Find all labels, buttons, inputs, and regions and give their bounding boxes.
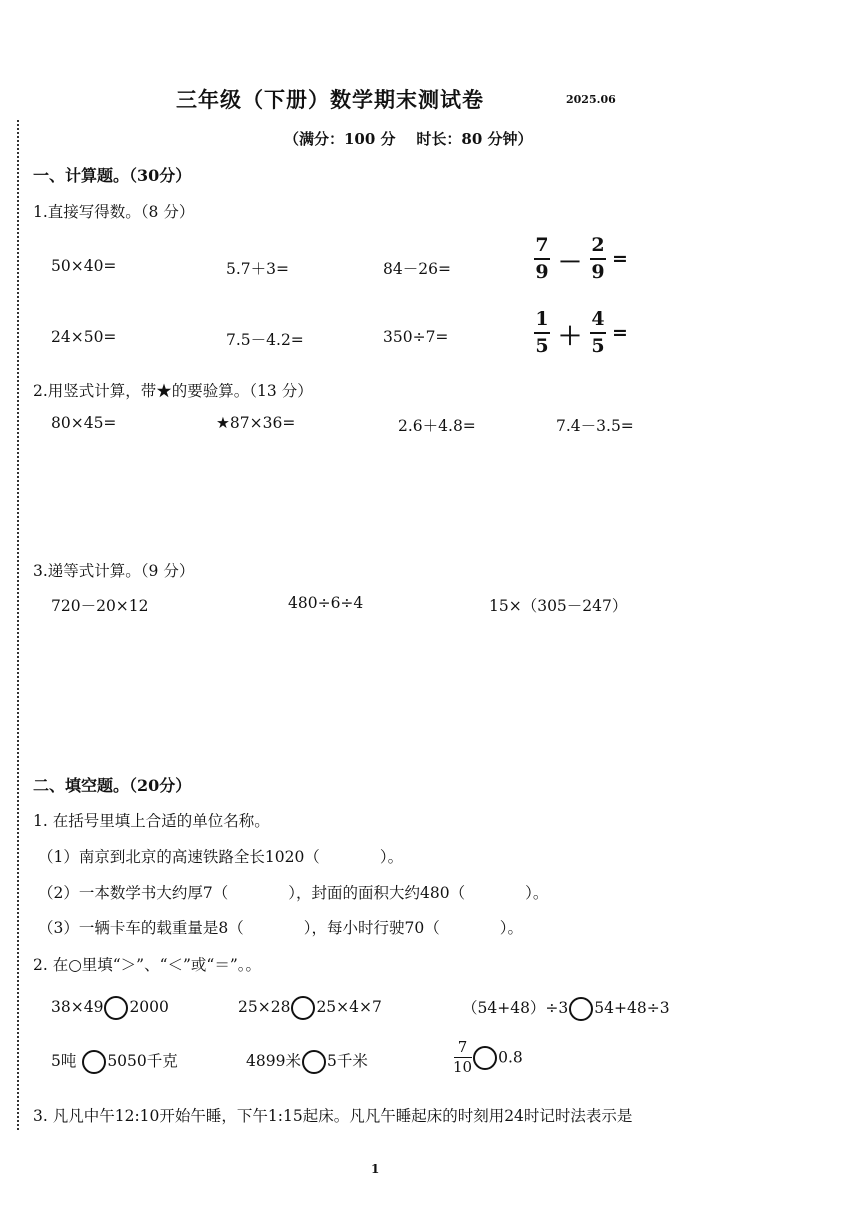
vertical-calc-3: 2.6＋4.8= [398,417,476,435]
question-1-3-label: 3.递等式计算。（9 分） [33,562,195,580]
fraction: $\frac{7}{9}$ [535,234,549,283]
fraction: $\frac{2}{9}$ [591,234,605,283]
page-number: 1 [371,1162,380,1176]
fraction: $\frac{1}{5}$ [535,308,549,357]
step-calc-2: 480÷6÷4 [288,594,364,612]
equals-sign: = [612,322,628,344]
binding-margin-line [17,120,19,1130]
compare-item-2: 25×28 25×4×7 [238,996,382,1020]
exam-date: 2025.06 [566,93,616,106]
compare-item-1: 38×49 2000 [51,996,169,1020]
problem-mental-3: 84－26= [383,260,451,278]
minus-sign: － [558,246,582,276]
compare-item-4: 5吨 5050千克 [51,1049,178,1074]
compare-item-6: $\frac{7}{10}$ 0.8 [453,1038,523,1076]
equals-sign: = [612,248,628,270]
answer-circle[interactable] [82,1050,106,1074]
answer-circle[interactable] [104,996,128,1020]
problem-mental-1: 50×40= [51,257,117,275]
question-2-1-label: 1. 在括号里填上合适的单位名称。 [33,812,270,830]
question-1-2-label: 2.用竖式计算，带★的要验算。（13 分） [33,382,313,400]
page-title: 三年级（下册）数学期末测试卷 [176,87,484,112]
fraction: $\frac{7}{10}$ [453,1038,473,1076]
section-1-heading: 一、计算题。（30分） [33,166,192,185]
problem-mental-2: 5.7＋3= [226,260,289,278]
vertical-calc-2: ★87×36= [216,414,296,432]
step-calc-1: 720－20×12 [51,597,149,615]
fill-unit-line-2: （2）一本数学书大约厚7（ ），封面的面积大约480（ ）。 [38,884,549,902]
compare-item-5: 4899米 5千米 [246,1049,368,1074]
fill-unit-line-1: （1）南京到北京的高速铁路全长1020（ ）。 [38,848,404,866]
vertical-calc-4: 7.4－3.5= [556,417,634,435]
fraction-addition-problem [534,310,628,356]
step-calc-3: 15×（305－247） [489,597,628,615]
problem-mental-6: 7.5－4.2= [226,331,304,349]
answer-circle[interactable] [473,1046,497,1070]
question-2-3-label: 3. 凡凡中午12:10开始午睡，下午1:15起床。凡凡午睡起床的时刻用24时记时法表示是 [33,1107,633,1125]
exam-subtitle: （满分：100 分 时长：80 分钟） [284,130,533,148]
answer-circle[interactable] [302,1050,326,1074]
answer-circle[interactable] [569,997,593,1021]
plus-sign: ＋ [558,320,582,350]
question-1-1-label: 1.直接写得数。（8 分） [33,203,195,221]
answer-circle[interactable] [291,996,315,1020]
compare-item-3: （54+48）÷3 54+48÷3 [462,996,670,1021]
section-2-heading: 二、填空题。（20分） [33,776,192,795]
fraction: $\frac{4}{5}$ [591,308,605,357]
fill-unit-line-3: （3）一辆卡车的载重量是8（ ），每小时行驶70（ ）。 [38,919,523,937]
fraction-subtraction-problem [534,236,628,282]
problem-mental-5: 24×50= [51,328,117,346]
problem-mental-7: 350÷7= [383,328,449,346]
question-2-2-label: 2. 在○里填“＞”、“＜”或“＝”。。 [33,956,262,974]
vertical-calc-1: 80×45= [51,414,117,432]
